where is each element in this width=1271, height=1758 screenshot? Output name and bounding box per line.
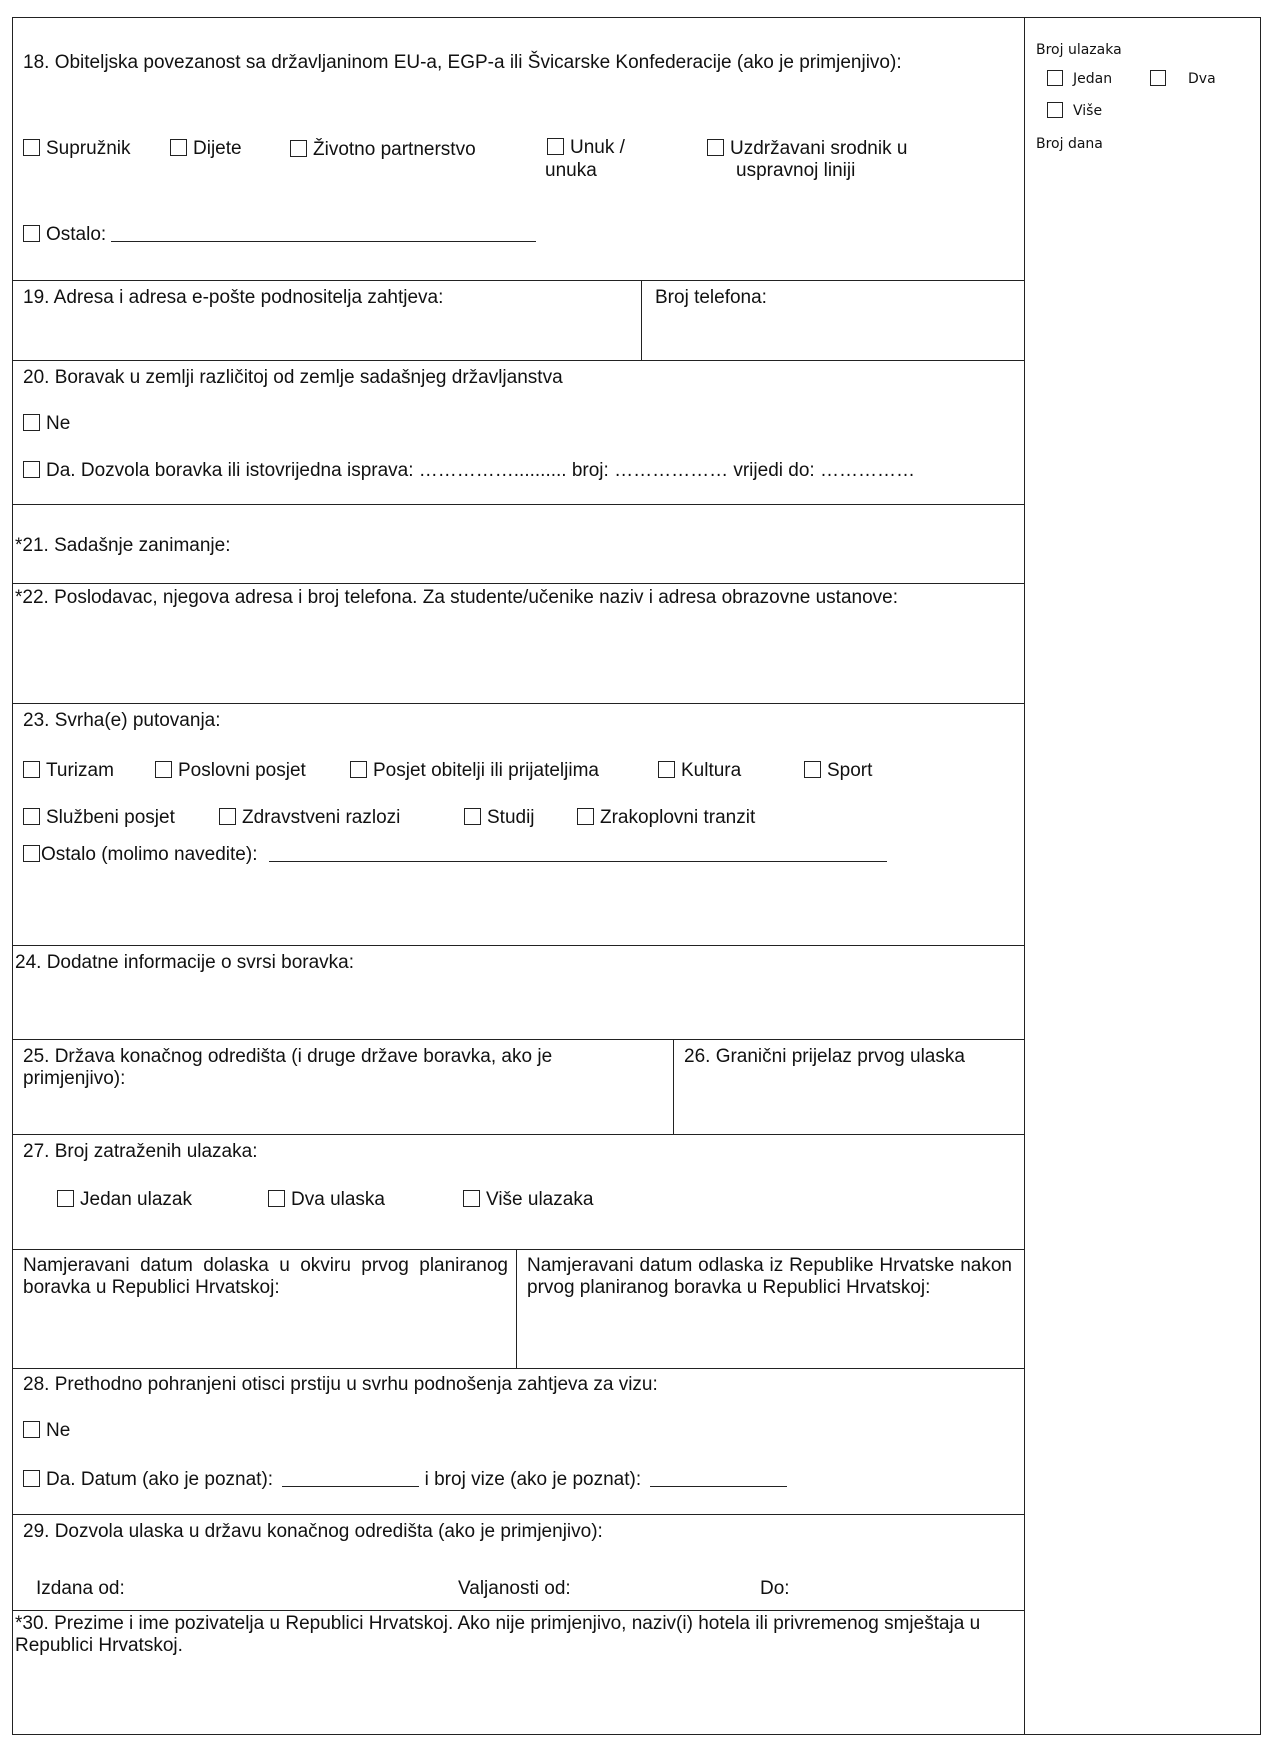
checkbox-ostalo-23[interactable] (23, 845, 40, 862)
phone-label: Broj telefona: (655, 287, 767, 308)
option-sluzbeni[interactable] (23, 807, 175, 829)
checkbox-kultura[interactable] (658, 761, 675, 778)
checkbox-dva-ulaska[interactable] (268, 1190, 285, 1207)
option-studij[interactable] (464, 807, 535, 829)
section-20-title: 20. Boravak u zemlji različitoj od zemlje sadašnjeg državljanstva (23, 367, 563, 388)
official-use-column (1026, 17, 1261, 1735)
side-option-dva[interactable] (1150, 70, 1216, 88)
ostalo-18-line[interactable] (111, 224, 536, 242)
checkbox-sport[interactable] (804, 761, 821, 778)
option-20-ne[interactable] (23, 413, 70, 435)
checkbox-unuk[interactable] (547, 138, 564, 155)
option-ostalo-18[interactable] (23, 224, 536, 246)
section-19-title: 19. Adresa i adresa e-pošte podnositelja zahtjeva: (23, 287, 444, 308)
checkbox-sluzbeni[interactable] (23, 808, 40, 825)
label-sluzbeni: Službeni posjet (46, 807, 175, 828)
label-tranzit: Zrakoplovni tranzit (600, 807, 756, 828)
label-28-da-a: Da. Datum (ako je poznat): (46, 1469, 274, 1490)
divider-19 (641, 281, 642, 360)
section-25-title: 25. Država konačnog odredišta (i druge države boravka, ako je primjenjivo): (23, 1046, 553, 1089)
label-20-ne: Ne (46, 413, 71, 434)
checkbox-tranzit[interactable] (577, 808, 594, 825)
section-26-title: 26. Granični prijelaz prvog ulaska (684, 1046, 965, 1067)
label-srodnik-1: Uzdržavani srodnik u (730, 138, 908, 159)
checkbox-28-ne[interactable] (23, 1421, 40, 1438)
visa-number-line-28[interactable] (650, 1469, 787, 1487)
section-30 (12, 1611, 1024, 1735)
section-29-title: 29. Dozvola ulaska u državu konačnog odredišta (ako je primjenjivo): (23, 1521, 603, 1542)
divider-25-26 (673, 1040, 674, 1134)
checkbox-28-da[interactable] (23, 1470, 40, 1487)
form-main (12, 17, 1025, 1735)
section-18-title: 18. Obiteljska povezanost sa državljaninom EU-a, EGP-a ili Švicarske Konfederacije (ako je primjenjivo): (23, 52, 902, 73)
date-line-28[interactable] (282, 1469, 419, 1487)
option-suprug[interactable] (23, 138, 131, 160)
section-22 (12, 584, 1024, 704)
label-poslovni: Poslovni posjet (178, 760, 306, 781)
ostalo-23-line[interactable] (269, 844, 887, 862)
section-25-26 (12, 1040, 1024, 1135)
checkbox-srodnik[interactable] (707, 139, 724, 156)
side-checkbox-dva[interactable] (1150, 70, 1166, 86)
section-27 (12, 1135, 1024, 1369)
side-option-vise[interactable] (1047, 102, 1102, 120)
section-24-title: 24. Dodatne informacije o svrsi boravka: (15, 952, 354, 973)
option-turizam[interactable] (23, 760, 114, 782)
side-option-jedan[interactable] (1047, 70, 1112, 88)
section-23 (12, 704, 1024, 946)
option-srodnik[interactable] (707, 138, 907, 160)
option-jedan-ulazak[interactable] (57, 1189, 192, 1211)
valid-to-label: Do: (760, 1578, 790, 1599)
side-broj-ulazaka: Broj ulazaka (1036, 42, 1122, 58)
checkbox-20-da[interactable] (23, 461, 40, 478)
option-28-da[interactable] (23, 1469, 787, 1491)
checkbox-dijete[interactable] (170, 139, 187, 156)
section-28 (12, 1369, 1024, 1515)
divider-27-vertical (516, 1249, 517, 1368)
option-partnerstvo[interactable] (290, 139, 476, 161)
label-obitelj: Posjet obitelji ili prijateljima (373, 760, 599, 781)
checkbox-jedan-ulazak[interactable] (57, 1190, 74, 1207)
label-sport: Sport (827, 760, 873, 781)
checkbox-suprug[interactable] (23, 139, 40, 156)
checkbox-zdravstveni[interactable] (219, 808, 236, 825)
date-departure-label: Namjeravani datum odlaska iz Republike Hrvatske nakon prvog planiranog boravka u Republici Hrvatskoj: (527, 1255, 1012, 1298)
label-20-da: Da. Dozvola boravka ili istovrijedna isprava: …………….......... broj: ……………… vrijedi do: …………… (46, 460, 915, 481)
checkbox-turizam[interactable] (23, 761, 40, 778)
checkbox-obitelj[interactable] (350, 761, 367, 778)
checkbox-partnerstvo[interactable] (290, 140, 307, 157)
section-29 (12, 1515, 1024, 1611)
label-jedan-ulazak: Jedan ulazak (80, 1189, 192, 1210)
section-24 (12, 946, 1024, 1040)
checkbox-studij[interactable] (464, 808, 481, 825)
side-checkbox-vise[interactable] (1047, 102, 1063, 118)
option-zdravstveni[interactable] (219, 807, 400, 829)
checkbox-20-ne[interactable] (23, 414, 40, 431)
option-tranzit[interactable] (577, 807, 755, 829)
label-suprug: Supružnik (46, 138, 131, 159)
label-kultura: Kultura (681, 760, 742, 781)
option-obitelj[interactable] (350, 760, 599, 782)
label-partnerstvo: Životno partnerstvo (313, 139, 476, 160)
label-unuk-1: Unuk / (570, 137, 625, 158)
option-unuk[interactable] (547, 137, 625, 159)
side-checkbox-jedan[interactable] (1047, 70, 1063, 86)
label-vise-ulazaka: Više ulazaka (486, 1189, 594, 1210)
option-dva-ulaska[interactable] (268, 1189, 385, 1211)
label-28-ne: Ne (46, 1420, 71, 1441)
label-ostalo-23: Ostalo (molimo navedite): (41, 844, 258, 865)
section-20 (12, 361, 1024, 505)
option-dijete[interactable] (170, 138, 242, 160)
side-label-jedan: Jedan (1073, 71, 1113, 87)
section-19 (12, 281, 1024, 361)
label-dijete: Dijete (193, 138, 242, 159)
side-label-dva: Dva (1188, 71, 1216, 87)
checkbox-vise-ulazaka[interactable] (463, 1190, 480, 1207)
section-30-title: *30. Prezime i ime pozivatelja u Republici Hrvatskoj. Ako nije primjenjivo, naziv(i) hotela ili privremenog smještaja u Republici Hrvatskoj. (15, 1613, 981, 1656)
section-28-title: 28. Prethodno pohranjeni otisci prstiju u svrhu podnošenja zahtjeva za vizu: (23, 1374, 658, 1395)
side-broj-dana: Broj dana (1036, 136, 1103, 152)
option-poslovni[interactable] (155, 760, 306, 782)
checkbox-poslovni[interactable] (155, 761, 172, 778)
option-sport[interactable] (804, 760, 872, 782)
label-zdravstveni: Zdravstveni razlozi (242, 807, 401, 828)
option-28-ne[interactable] (23, 1420, 70, 1442)
issued-by-label: Izdana od: (36, 1578, 125, 1599)
label-studij: Studij (487, 807, 535, 828)
label-dva-ulaska: Dva ulaska (291, 1189, 385, 1210)
label-srodnik-2: uspravnoj liniji (736, 160, 856, 181)
section-21-title: *21. Sadašnje zanimanje: (15, 535, 231, 556)
section-21 (12, 505, 1024, 584)
label-unuk-2: unuka (545, 160, 597, 181)
label-28-da-b: i broj vize (ako je poznat): (424, 1469, 642, 1490)
section-27-title: 27. Broj zatraženih ulazaka: (23, 1141, 258, 1162)
divider-27-dates (12, 1249, 1024, 1250)
option-ostalo-23[interactable] (23, 844, 887, 866)
label-turizam: Turizam (46, 760, 114, 781)
side-label-vise: Više (1073, 103, 1103, 119)
checkbox-ostalo-18[interactable] (23, 225, 40, 242)
section-22-title: *22. Poslodavac, njegova adresa i broj telefona. Za studente/učenike naziv i adresa obrazovne ustanove: (15, 587, 899, 608)
option-vise-ulazaka[interactable] (463, 1189, 593, 1211)
valid-from-label: Valjanosti od: (458, 1578, 571, 1599)
section-23-title: 23. Svrha(e) putovanja: (23, 710, 221, 731)
date-arrival-label: Namjeravani datum dolaska u okviru prvog planiranog boravka u Republici Hrvatskoj: (23, 1255, 508, 1298)
label-ostalo-18: Ostalo: (46, 224, 107, 245)
section-18 (12, 17, 1024, 281)
option-kultura[interactable] (658, 760, 741, 782)
option-20-da[interactable] (23, 460, 915, 482)
